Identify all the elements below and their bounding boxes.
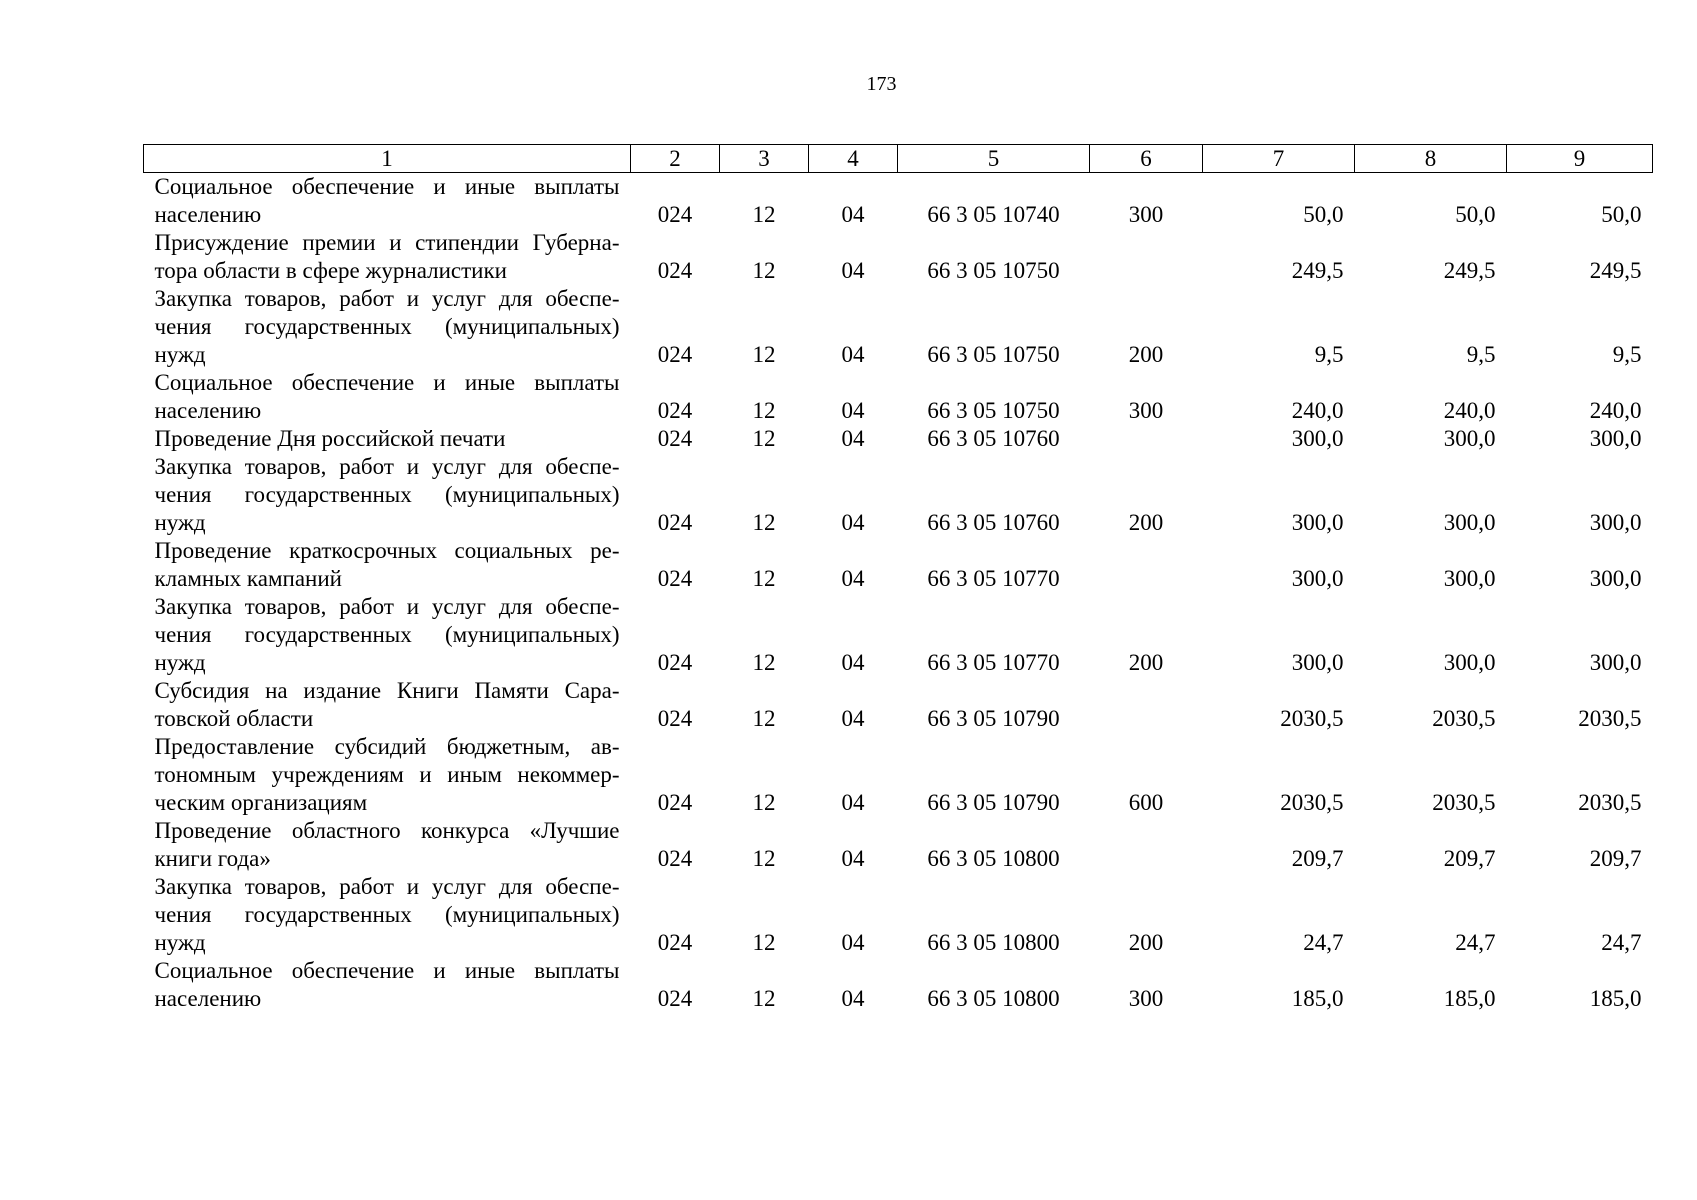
row-target-article-cell: 66 3 05 10760 — [927, 426, 1060, 451]
row-name-cell: Закупка товаров, работ и услуг для обеспечения государственных (муниципальных) нужд — [154, 286, 620, 367]
row-admin-code-cell: 024 — [657, 258, 693, 283]
row-subsection-cell: 04 — [841, 986, 865, 1011]
row-amount-year1-cell: 185,0 — [1291, 986, 1344, 1011]
row-target-article-cell: 66 3 05 10800 — [927, 846, 1060, 871]
row-admin-code-cell: 024 — [657, 510, 693, 535]
row-expense-type-cell — [1090, 425, 1203, 453]
row-amount-year1-cell: 50,0 — [1303, 202, 1344, 227]
row-amount-year3-cell: 300,0 — [1589, 426, 1642, 451]
row-amount-year2-cell: 300,0 — [1443, 566, 1496, 591]
row-name-cell: Закупка товаров, работ и услуг для обеспечения государственных (муниципальных) нужд — [154, 454, 620, 535]
row-subsection-cell: 04 — [841, 930, 865, 955]
row-name-cell: Субсидия на издание Книги Памяти Саратовской области — [154, 678, 620, 731]
table-row — [144, 873, 1653, 957]
row-amount-year3-cell: 240,0 — [1589, 398, 1642, 423]
row-expense-type-cell: 200 — [1128, 930, 1164, 955]
row-target-article-cell: 66 3 05 10770 — [927, 566, 1060, 591]
table-row — [144, 285, 1653, 369]
page-number: 173 — [866, 73, 897, 95]
row-admin-code-cell: 024 — [657, 202, 693, 227]
row-amount-year2-cell: 240,0 — [1443, 398, 1496, 423]
row-amount-year3-cell: 300,0 — [1589, 566, 1642, 591]
row-expense-type-cell — [1090, 229, 1203, 285]
table-row — [144, 229, 1653, 285]
row-amount-year3-cell: 300,0 — [1589, 650, 1642, 675]
row-amount-year2-cell: 209,7 — [1443, 846, 1496, 871]
row-section-cell: 12 — [752, 790, 776, 815]
row-expense-type-cell: 200 — [1128, 342, 1164, 367]
row-expense-type-cell: 200 — [1128, 650, 1164, 675]
row-amount-year2-cell: 2030,5 — [1432, 706, 1496, 731]
row-amount-year2-cell: 2030,5 — [1432, 790, 1496, 815]
column-header-5: 5 — [898, 145, 1090, 173]
row-expense-type-cell: 200 — [1128, 510, 1164, 535]
row-subsection-cell: 04 — [841, 790, 865, 815]
row-expense-type-cell: 300 — [1128, 398, 1164, 423]
row-subsection-cell: 04 — [841, 258, 865, 283]
row-expense-type-cell — [1090, 537, 1203, 593]
table-row — [144, 677, 1653, 733]
row-section-cell: 12 — [752, 566, 776, 591]
row-admin-code-cell: 024 — [657, 706, 693, 731]
row-amount-year2-cell: 300,0 — [1443, 650, 1496, 675]
column-header-9: 9 — [1507, 145, 1653, 173]
row-amount-year3-cell: 9,5 — [1612, 342, 1642, 367]
table-row — [144, 593, 1653, 677]
row-subsection-cell: 04 — [841, 650, 865, 675]
row-target-article-cell: 66 3 05 10760 — [927, 510, 1060, 535]
table-row — [144, 957, 1653, 1013]
column-header-2: 2 — [631, 145, 720, 173]
row-admin-code-cell: 024 — [657, 566, 693, 591]
row-name-cell: Закупка товаров, работ и услуг для обеспечения государственных (муниципальных) нужд — [154, 874, 620, 955]
row-amount-year1-cell: 249,5 — [1291, 258, 1344, 283]
row-admin-code-cell: 024 — [657, 986, 693, 1011]
row-name-cell: Социальное обеспечение и иные выплаты населению — [154, 370, 620, 423]
column-header-6: 6 — [1090, 145, 1203, 173]
row-amount-year1-cell: 9,5 — [1314, 342, 1344, 367]
column-header-3: 3 — [720, 145, 809, 173]
row-expense-type-cell — [1090, 817, 1203, 873]
row-target-article-cell: 66 3 05 10800 — [927, 930, 1060, 955]
row-amount-year2-cell: 9,5 — [1466, 342, 1496, 367]
table-row — [144, 369, 1653, 425]
row-admin-code-cell: 024 — [657, 930, 693, 955]
row-amount-year1-cell: 300,0 — [1291, 426, 1344, 451]
row-section-cell: 12 — [752, 930, 776, 955]
row-amount-year2-cell: 300,0 — [1443, 510, 1496, 535]
column-header-8: 8 — [1355, 145, 1507, 173]
row-expense-type-cell — [1090, 677, 1203, 733]
row-target-article-cell: 66 3 05 10750 — [927, 258, 1060, 283]
row-amount-year1-cell: 2030,5 — [1280, 790, 1344, 815]
row-admin-code-cell: 024 — [657, 342, 693, 367]
row-subsection-cell: 04 — [841, 202, 865, 227]
row-amount-year1-cell: 24,7 — [1303, 930, 1344, 955]
row-amount-year1-cell: 209,7 — [1291, 846, 1344, 871]
row-name-cell: Проведение Дня российской печати — [154, 426, 506, 451]
table-row — [144, 425, 1653, 453]
budget-table — [143, 144, 1653, 1013]
row-amount-year1-cell: 300,0 — [1291, 510, 1344, 535]
row-amount-year2-cell: 24,7 — [1455, 930, 1496, 955]
row-target-article-cell: 66 3 05 10750 — [927, 342, 1060, 367]
row-name-cell: Проведение краткосрочных социальных рекламных кампаний — [154, 538, 620, 591]
row-admin-code-cell: 024 — [657, 650, 693, 675]
row-amount-year3-cell: 50,0 — [1601, 202, 1642, 227]
row-admin-code-cell: 024 — [657, 398, 693, 423]
row-name-cell: Социальное обеспечение и иные выплаты населению — [154, 958, 620, 1011]
row-target-article-cell: 66 3 05 10790 — [927, 706, 1060, 731]
row-admin-code-cell: 024 — [657, 846, 693, 871]
table-row — [144, 817, 1653, 873]
row-amount-year1-cell: 300,0 — [1291, 650, 1344, 675]
table-row — [144, 453, 1653, 537]
row-target-article-cell: 66 3 05 10790 — [927, 790, 1060, 815]
row-amount-year2-cell: 185,0 — [1443, 986, 1496, 1011]
row-target-article-cell: 66 3 05 10750 — [927, 398, 1060, 423]
row-target-article-cell: 66 3 05 10800 — [927, 986, 1060, 1011]
row-section-cell: 12 — [752, 398, 776, 423]
row-subsection-cell: 04 — [841, 398, 865, 423]
row-section-cell: 12 — [752, 846, 776, 871]
table-row — [144, 173, 1653, 230]
row-section-cell: 12 — [752, 202, 776, 227]
row-amount-year2-cell: 300,0 — [1443, 426, 1496, 451]
row-amount-year1-cell: 240,0 — [1291, 398, 1344, 423]
row-name-cell: Проведение областного конкурса «Лучшие книги года» — [154, 818, 620, 871]
row-target-article-cell: 66 3 05 10770 — [927, 650, 1060, 675]
row-amount-year3-cell: 185,0 — [1589, 986, 1642, 1011]
table-row — [144, 733, 1653, 817]
row-amount-year3-cell: 209,7 — [1589, 846, 1642, 871]
row-admin-code-cell: 024 — [657, 426, 693, 451]
row-amount-year3-cell: 300,0 — [1589, 510, 1642, 535]
row-amount-year1-cell: 2030,5 — [1280, 706, 1344, 731]
row-target-article-cell: 66 3 05 10740 — [927, 202, 1060, 227]
row-amount-year3-cell: 2030,5 — [1578, 706, 1642, 731]
row-subsection-cell: 04 — [841, 342, 865, 367]
row-section-cell: 12 — [752, 986, 776, 1011]
row-expense-type-cell: 300 — [1128, 202, 1164, 227]
table-body — [144, 173, 1653, 1014]
row-expense-type-cell: 600 — [1128, 790, 1164, 815]
row-section-cell: 12 — [752, 510, 776, 535]
column-header-7: 7 — [1203, 145, 1355, 173]
row-name-cell: Предоставление субсидий бюджетным, автономным учреждениям и иным некоммерческим организациям — [154, 734, 620, 815]
row-admin-code-cell: 024 — [657, 790, 693, 815]
row-amount-year2-cell: 50,0 — [1455, 202, 1496, 227]
row-subsection-cell: 04 — [841, 566, 865, 591]
row-amount-year3-cell: 2030,5 — [1578, 790, 1642, 815]
column-number-header — [144, 145, 1653, 173]
row-amount-year1-cell: 300,0 — [1291, 566, 1344, 591]
row-section-cell: 12 — [752, 426, 776, 451]
column-header-1: 1 — [144, 145, 631, 173]
table-row — [144, 537, 1653, 593]
row-amount-year2-cell: 249,5 — [1443, 258, 1496, 283]
row-section-cell: 12 — [752, 342, 776, 367]
row-section-cell: 12 — [752, 650, 776, 675]
row-name-cell: Закупка товаров, работ и услуг для обеспечения государственных (муниципальных) нужд — [154, 594, 620, 675]
column-header-4: 4 — [809, 145, 898, 173]
row-subsection-cell: 04 — [841, 510, 865, 535]
row-subsection-cell: 04 — [841, 706, 865, 731]
row-expense-type-cell: 300 — [1128, 986, 1164, 1011]
row-name-cell: Присуждение премии и стипендии Губернатора области в сфере журналистики — [154, 230, 620, 283]
row-section-cell: 12 — [752, 258, 776, 283]
row-amount-year3-cell: 24,7 — [1601, 930, 1642, 955]
row-amount-year3-cell: 249,5 — [1589, 258, 1642, 283]
row-name-cell: Социальное обеспечение и иные выплаты населению — [154, 174, 620, 227]
row-subsection-cell: 04 — [841, 846, 865, 871]
row-section-cell: 12 — [752, 706, 776, 731]
row-subsection-cell: 04 — [841, 426, 865, 451]
